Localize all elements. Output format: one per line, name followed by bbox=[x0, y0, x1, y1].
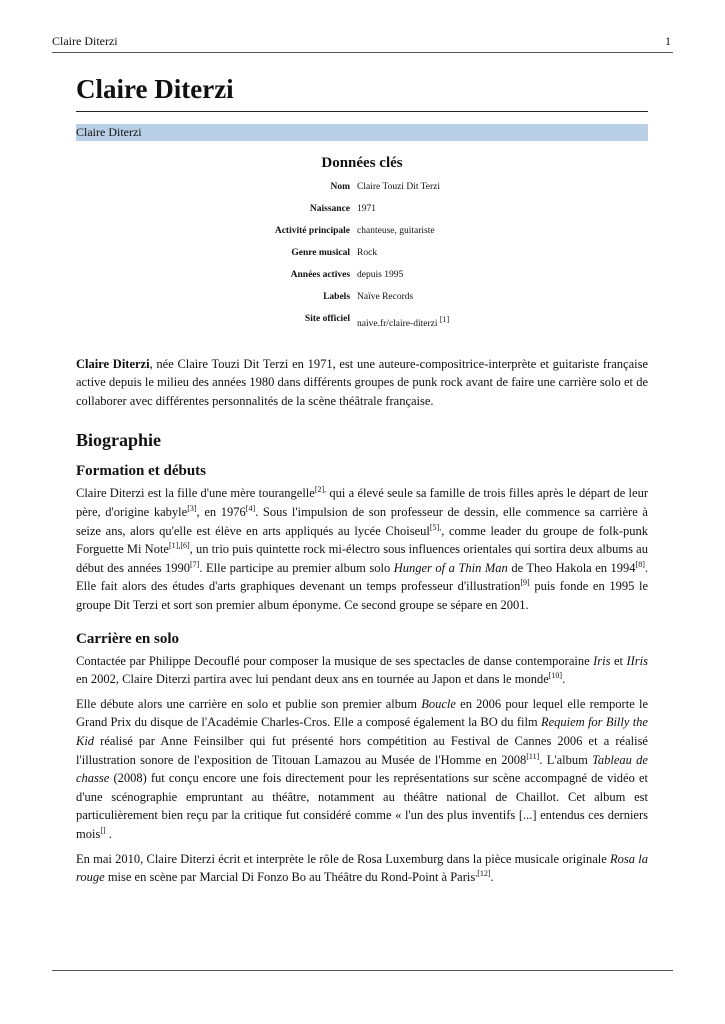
citation-ref[interactable]: [8] bbox=[635, 559, 645, 569]
page-number: 1 bbox=[665, 34, 671, 48]
section-heading-biographie: Biographie bbox=[76, 430, 162, 451]
citation-ref[interactable]: [4] bbox=[245, 503, 256, 513]
infobox-value: 1971 bbox=[357, 203, 377, 214]
subsection-heading-carriere: Carrière en solo bbox=[76, 630, 180, 647]
infobox-value: chanteuse, guitariste bbox=[357, 225, 435, 236]
citation-ref[interactable]: [2], bbox=[314, 485, 327, 495]
citation-ref[interactable]: [9] bbox=[520, 578, 530, 588]
article-title: Claire Diterzi bbox=[76, 75, 648, 112]
infobox-row bbox=[272, 314, 452, 341]
article-body bbox=[76, 70, 648, 893]
infobox-row bbox=[272, 292, 452, 314]
infobox-table bbox=[272, 182, 452, 341]
infobox-value: depuis 1995 bbox=[357, 269, 404, 280]
citation-ref[interactable]: [7] bbox=[190, 559, 200, 569]
citation-ref[interactable]: [5], bbox=[429, 522, 442, 532]
official-site-link[interactable]: naive.fr/claire-diterzi bbox=[357, 318, 438, 329]
infobox-value: Rock bbox=[357, 247, 378, 258]
citation-ref[interactable]: [11] bbox=[526, 751, 540, 761]
infobox-key: Labels bbox=[323, 291, 351, 302]
infobox-key: Genre musical bbox=[291, 247, 351, 258]
subsection-heading-formation: Formation et débuts bbox=[76, 463, 206, 480]
subject-name: Claire Diterzi bbox=[76, 356, 150, 371]
formation-paragraph: Claire Diterzi est la fille d'une mère tourangelle$^{[2],}$ qui a élevé seule sa famille de trois filles après le départ de leur père, d'origine kabyle[3], en 1976[4]. Sous l'impulsion de son professeur de dessin, elle commence sa carrière à seize ans, alors qu'elle est élève en arts appliqués au lycée Choiseul$^{[5],}$, comme leader du groupe de folk-punk Forguette Mi Note[1],[6], un trio puis quintette rock mi-électro sous influences orientales qui sortira deux albums au début des années 1990[7]. Elle participe au premier album solo Hunger of a Thin Man de Theo Hakola en 1994[8]. Elle fait alors des études d'arts graphiques devenant un temps professeur d'illustration[9] puis fonde en 1995 le groupe Dit Terzi et sort son premier album éponyme. Ce second groupe se sépare en 2001. bbox=[76, 485, 649, 613]
infobox-value: Naïve Records bbox=[357, 291, 414, 302]
citation-ref[interactable]: [] bbox=[100, 825, 106, 835]
infobox-value: Claire Touzi Dit Terzi bbox=[357, 181, 441, 192]
citation-ref[interactable]: ,[12] bbox=[475, 869, 491, 878]
carriere-paragraph-2: Elle débute alors une carrière en solo et publie son premier album Boucle en 2006 pour lequel elle remporte le Grand Prix du disque de l'Académie Charles-Cros. Elle a composé également la BO du film Requiem for Billy the Kid réalisé par Anne Feinsilber qui fut présenté hors compétition au Festival de Cannes 2006 et a réalisé l'illustration sonore de l'exposition de Titouan Lamazou au Musée de l'Homme en 2008[11]. L'album Tableau de chasse (2008) fut conçu encore une fois directement pour les représentations sur scène accompagné de vidéo et d'une scénographie empruntant au théâtre, notamment au théâtre national de Chaillot. Cet album est particulièrement bien reçu par la critique fut considéré comme « l'un des plus inventifs [...] entendus ces derniers mois[] . bbox=[76, 696, 649, 841]
intro-paragraph: Claire Diterzi, née Claire Touzi Dit Terzi en 1971, est une auteure-compositrice-interprète et guitariste française active depuis le milieu des années 1980 dans différents groupes de punk rock avant de faire une carrière solo et de collaborer avec différentes personnalités de la scène théâtrale française. bbox=[76, 356, 648, 408]
infobox-row bbox=[272, 248, 452, 270]
footer-divider bbox=[52, 970, 673, 971]
infobox-key: Naissance bbox=[309, 203, 351, 214]
citation-ref[interactable]: [10] bbox=[548, 671, 563, 681]
carriere-paragraph-1: Contactée par Philippe Decouflé pour composer la musique de ses spectacles de danse contemporaine Iris et IIris en 2002, Claire Diterzi partira avec lui pendant deux ans en tournée au Japon et dans le monde[10]. bbox=[76, 653, 648, 687]
running-header bbox=[52, 34, 673, 53]
running-title: Claire Diterzi bbox=[52, 34, 118, 48]
infobox-row bbox=[272, 204, 452, 226]
infobox-key: Années actives bbox=[290, 269, 351, 280]
infobox-title: Données clés bbox=[321, 154, 403, 171]
carriere-paragraph-3: En mai 2010, Claire Diterzi écrit et interprète le rôle de Rosa Luxemburg dans la pièce musicale originale Rosa la rouge mise en scène par Marcial Di Fonzo Bo au Théâtre du Rond-Point à Paris$^{,[12]}$. bbox=[76, 851, 648, 885]
infobox-caption: Claire Diterzi bbox=[76, 124, 648, 141]
infobox-key: Site officiel bbox=[304, 313, 351, 324]
infobox-key: Activité principale bbox=[274, 225, 351, 236]
citation-ref[interactable]: [1] bbox=[439, 314, 450, 324]
infobox-row bbox=[272, 270, 452, 292]
infobox-key: Nom bbox=[330, 181, 351, 192]
citation-ref[interactable]: [1],[6] bbox=[168, 541, 190, 551]
infobox-row bbox=[272, 182, 452, 204]
citation-ref[interactable]: [3] bbox=[187, 503, 197, 513]
infobox-value bbox=[353, 314, 452, 341]
infobox-row bbox=[272, 226, 452, 248]
